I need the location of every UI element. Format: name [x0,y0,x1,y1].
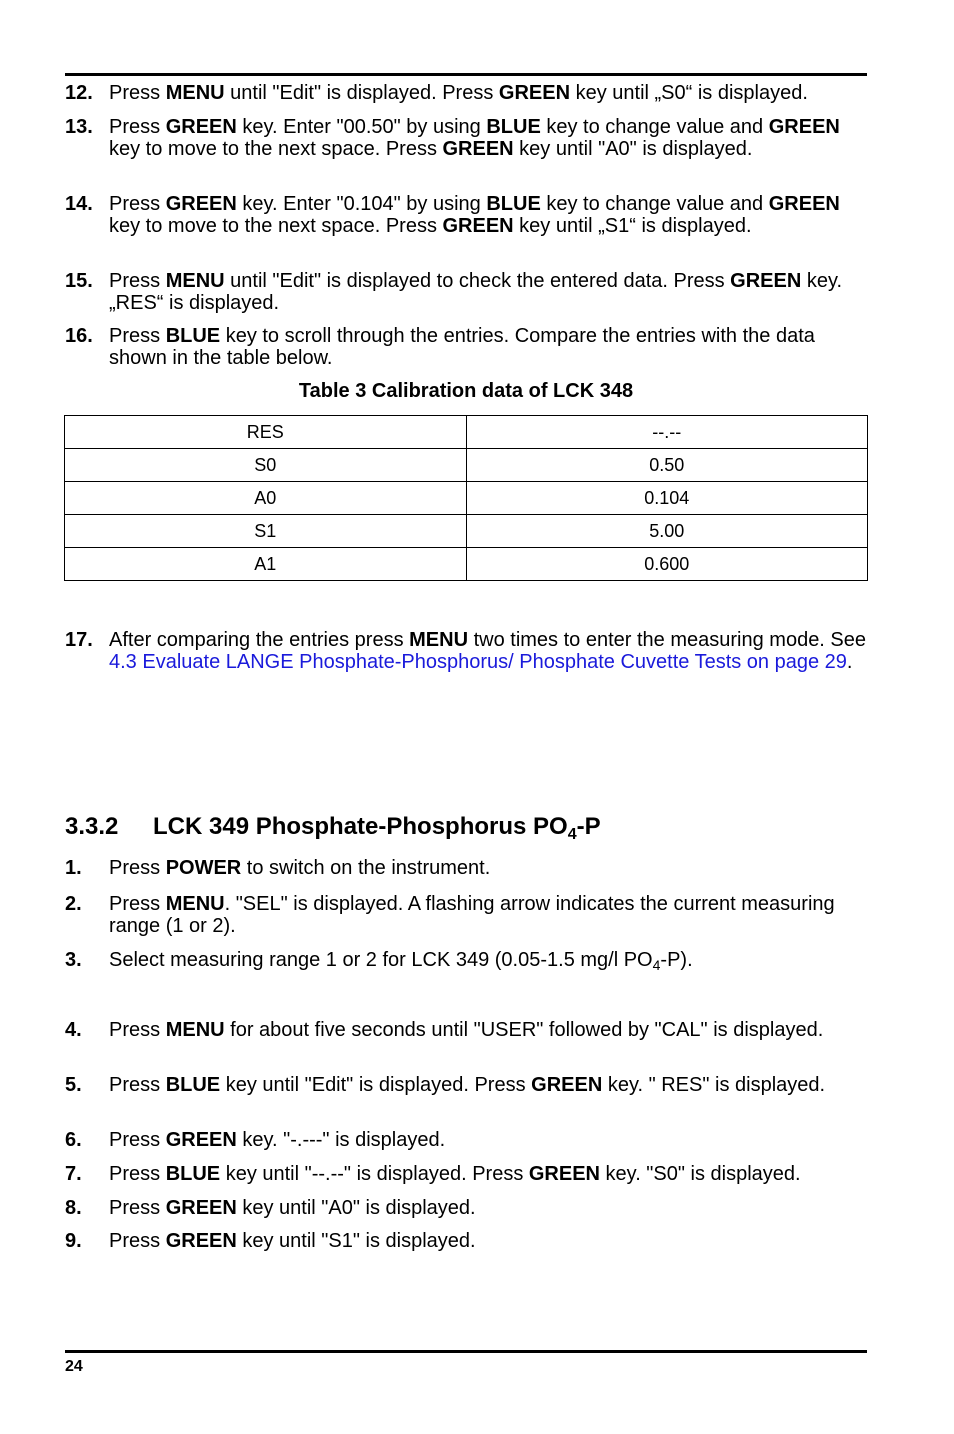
step-text [109,82,870,104]
key-name: MENU [165,82,225,104]
key-name: BLUE [165,1163,221,1185]
step-text [109,1129,870,1151]
key-name: GREEN [165,193,237,215]
step-item [65,1074,870,1096]
step-number: 2. [65,893,82,915]
step-text-run: key to change value and [540,193,769,215]
key-name: BLUE [486,193,541,215]
step-text-run: Press [109,116,166,138]
table-cell-parameter: S0 [65,449,467,482]
step-text-run: to switch on the instrument. [241,857,491,879]
step-text-run: key to move to the next space. Press [109,138,443,160]
step-text [109,629,870,673]
key-name: GREEN [442,138,514,160]
step-text-run: Press [109,82,166,104]
step-text-run: Press [109,193,166,215]
table-row [65,416,868,449]
step-text-run: key until "--.--" is displayed. Press [220,1163,529,1185]
step-text-run: Press [109,1197,166,1219]
step-text-run: Press [109,1163,166,1185]
step-item [65,1129,870,1151]
section-title-end: -P [576,813,601,840]
step-item [65,949,870,971]
step-item [65,1197,870,1219]
table-row [65,548,868,581]
step-text [109,1197,870,1219]
key-name: MENU [165,893,225,915]
step-text [109,1074,870,1096]
key-name: GREEN [498,82,571,104]
step-item [65,893,870,937]
header-rule [65,73,867,76]
step-text-run: key. Enter "0.104" by using [236,193,487,215]
step-text [109,270,870,314]
step-text-run: . "SEL" is displayed. A flashing arrow indicates the current measuring range (1 or 2). [109,893,835,937]
step-number: 9. [65,1230,82,1252]
step-text-run: key. " RES" is displayed. [602,1074,826,1096]
key-name: GREEN [528,1163,600,1185]
key-name: GREEN [165,1230,237,1252]
step-text [109,193,870,237]
step-text-run: key until „S0“ is displayed. [570,82,808,104]
step-item [65,325,870,369]
step-item [65,270,870,314]
step-text [109,1019,870,1041]
table-row [65,515,868,548]
table-cell-value: 0.104 [466,482,868,515]
step-number: 4. [65,1019,82,1041]
step-item [65,82,870,104]
step-text-run: After comparing the entries press [109,629,410,651]
step-text-run: key to move to the next space. Press [109,215,443,237]
step-text-run: until "Edit" is displayed to check the entered data. Press [224,270,731,292]
step-text-run: key to change value and [540,116,769,138]
key-name: BLUE [486,116,541,138]
step-text [109,949,870,971]
step-text-run: key until "S1" is displayed. [236,1230,476,1252]
key-name: BLUE [165,1074,221,1096]
table-caption: Table 3 Calibration data of LCK 348 [298,380,634,402]
calibration-table [64,415,868,581]
step-text-run: key. "-.---" is displayed. [236,1129,446,1151]
step-text-run: . [846,651,853,673]
footer-rule [65,1350,867,1353]
step-text [109,325,870,369]
step-text-run: key. "S0" is displayed. [600,1163,801,1185]
step-number: 5. [65,1074,82,1096]
table-row [65,449,868,482]
step-number: 17. [65,629,93,651]
page-number: 24 [65,1358,83,1375]
table-cell-parameter: A0 [65,482,467,515]
table-cell-value: 0.600 [466,548,868,581]
key-name: GREEN [165,1129,237,1151]
step-text-run: -P). [660,949,693,971]
step-number: 13. [65,116,93,138]
table-cell-value: 5.00 [466,515,868,548]
step-item [65,629,870,673]
step-text-run: Press [109,270,166,292]
step-number: 16. [65,325,93,347]
key-name: BLUE [165,325,221,347]
subscript: 4 [652,957,661,973]
key-name: GREEN [165,1197,237,1219]
step-text-run: Press [109,1019,166,1041]
step-number: 14. [65,193,93,215]
step-text-run: until "Edit" is displayed. Press [224,82,499,104]
step-text-run: key. Enter "00.50" by using [236,116,487,138]
table-cell-parameter: S1 [65,515,467,548]
step-item [65,116,870,160]
table-cell-value: --.-- [466,416,868,449]
step-text-run: key until "Edit" is displayed. Press [220,1074,532,1096]
step-text [109,1163,870,1185]
step-text-run: Select measuring range 1 or 2 for LCK 349 (0.05-1.5 mg/l PO [109,949,653,971]
section-number: 3.3.2 [65,813,119,840]
step-number: 8. [65,1197,82,1219]
step-text-run: for about five seconds until "USER" followed by "CAL" is displayed. [224,1019,824,1041]
step-text-run: Press [109,893,166,915]
table-row [65,482,868,515]
step-item [65,1019,870,1041]
key-name: GREEN [730,270,802,292]
key-name: MENU [165,270,225,292]
step-text-run: key until "A0" is displayed. [513,138,753,160]
step-text [109,893,870,937]
key-name: GREEN [768,193,840,215]
key-name: GREEN [768,116,840,138]
section-title-subscript: 4 [567,826,577,843]
step-text-run: Press [109,1129,166,1151]
step-text [109,1230,870,1252]
step-text [109,857,870,879]
step-text-run: Press [109,1074,166,1096]
key-name: POWER [165,857,242,879]
step-text-run: Press [109,325,166,347]
step-number: 3. [65,949,82,971]
step-number: 1. [65,857,82,879]
key-name: GREEN [165,116,237,138]
step-text-run: key until "A0" is displayed. [236,1197,476,1219]
step-item [65,1163,870,1185]
step-number: 7. [65,1163,82,1185]
key-name: MENU [409,629,469,651]
step-item [65,193,870,237]
section-heading [65,813,870,841]
key-name: GREEN [531,1074,603,1096]
step-number: 6. [65,1129,82,1151]
step-text-run: key until „S1“ is displayed. [513,215,752,237]
table-cell-value: 0.50 [466,449,868,482]
step-text-run: Press [109,1230,166,1252]
section-title: LCK 349 Phosphate-Phosphorus PO [153,813,568,840]
step-item [65,1230,870,1252]
key-name: MENU [165,1019,225,1041]
table-cell-parameter: RES [65,416,467,449]
table-cell-parameter: A1 [65,548,467,581]
step-number: 12. [65,82,93,104]
cross-reference-link[interactable]: 4.3 Evaluate LANGE Phosphate-Phosphorus/ Phosphate Cuvette Tests on page 29 [109,651,847,673]
step-text-run: Press [109,857,166,879]
step-text [109,116,870,160]
step-item [65,857,870,879]
step-text-run: two times to enter the measuring mode. See [468,629,867,651]
step-text-run: key to scroll through the entries. Compare the entries with the data shown in the table below. [109,325,815,369]
step-number: 15. [65,270,93,292]
key-name: GREEN [442,215,514,237]
step-text-run: key. „RES“ is displayed. [109,270,843,314]
